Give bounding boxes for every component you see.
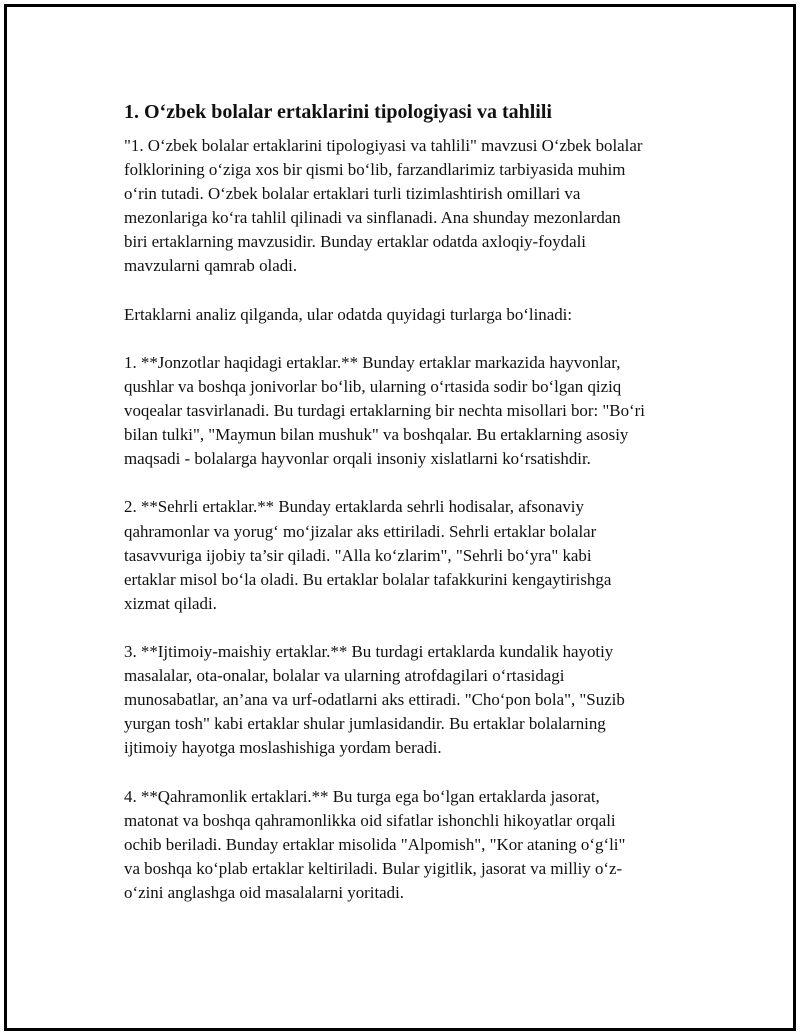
text-line: matonat va boshqa qahramonlikka oid sifatlar ishonchli hikoyatlar orqali xyxy=(124,810,616,830)
intro-paragraph xyxy=(124,134,704,279)
text-line: maqsadi - bolalarga hayvonlar orqali insoniy xislatlarni ko‘rsatishdir. xyxy=(124,449,591,469)
text-line: ochib beriladi. Bunday ertaklar misolida "Alpomish", "Kor ataning o‘g‘li" xyxy=(124,834,626,854)
text-line: yurgan tosh" kabi ertaklar shular jumlasidandir. Bu ertaklar bolalarning xyxy=(124,714,606,734)
text-line: o‘zini anglashga oid masalalarni yoritadi. xyxy=(124,882,405,902)
text-line: xizmat qiladi. xyxy=(124,593,217,613)
text-line: mezonlariga ko‘ra tahlil qilinadi va sinflanadi. Ana shunday mezonlardan xyxy=(124,208,621,228)
text-line: va boshqa ko‘plab ertaklar keltiriladi. Bular yigitlik, jasorat va milliy o‘z- xyxy=(124,858,623,878)
text-line: 3. **Ijtimoiy-maishiy ertaklar.** Bu turdagi ertaklarda kundalik hayotiy xyxy=(124,641,614,661)
text-line: 1. **Jonzotlar haqidagi ertaklar.** Bunday ertaklar markazida hayvonlar, xyxy=(124,352,621,372)
text-line: munosabatlar, an’ana va urf-odatlarni aks ettiradi. "Cho‘pon bola", "Suzib xyxy=(124,690,625,710)
text-line: "1. O‘zbek bolalar ertaklarini tipologiyasi va tahlili" mavzusi O‘zbek bolalar xyxy=(124,136,643,155)
text-line: biri ertaklarning mavzusidir. Bunday ertaklar odatda axloqiy-foydali xyxy=(124,232,587,252)
page-frame xyxy=(4,4,796,1031)
document-title: 1. O‘zbek bolalar ertaklarini tipologiyasi va tahlili xyxy=(124,101,552,123)
text-line: mavzularni qamrab oladi. xyxy=(124,256,298,276)
text-line: qahramonlar va yorug‘ mo‘jizalar aks ettiriladi. Sehrli ertaklar bolalar xyxy=(124,521,597,541)
text-line: folklorining o‘ziga xos bir qismi bo‘lib, farzandlarimiz tarbiyasida muhim xyxy=(124,160,626,180)
heroic-tales-paragraph xyxy=(124,785,704,905)
magic-tales-paragraph xyxy=(124,495,704,615)
text-line: 4. **Qahramonlik ertaklari.** Bu turga ega bo‘lgan ertaklarda jasorat, xyxy=(124,786,600,806)
text-line: voqealar tasvirlanadi. Bu turdagi ertaklarning bir nechta misollari bor: "Bo‘ri xyxy=(124,401,645,421)
text-line: Ertaklarni analiz qilganda, ular odatda quyidagi turlarga bo‘linadi: xyxy=(124,304,573,324)
text-line: ijtimoiy hayotga moslashishiga yordam beradi. xyxy=(124,738,442,758)
document-body xyxy=(124,99,704,929)
text-line: tasavvuriga ijobiy ta’sir qiladi. "Alla ko‘zlarim", "Sehrli bo‘yra" kabi xyxy=(124,545,592,565)
animal-tales-paragraph xyxy=(124,351,704,471)
social-tales-paragraph xyxy=(124,640,704,760)
text-line: bilan tulki", "Maymun bilan mushuk" va boshqalar. Bu ertaklarning asosiy xyxy=(124,425,629,445)
text-line: masalalar, ota-onalar, bolalar va ularning atrofdagilari o‘rtasidagi xyxy=(124,666,565,686)
text-line: ertaklar misol bo‘la oladi. Bu ertaklar bolalar tafakkurini kengaytirishga xyxy=(124,569,612,589)
text-line: o‘rin tutadi. O‘zbek bolalar ertaklari turli tizimlashtirish omillari va xyxy=(124,184,581,204)
text-line: 2. **Sehrli ertaklar.** Bunday ertaklarda sehrli hodisalar, afsonaviy xyxy=(124,497,584,517)
text-line: qushlar va boshqa jonivorlar bo‘lib, ularning o‘rtasida sodir bo‘lgan qiziq xyxy=(124,376,622,396)
types-intro-paragraph xyxy=(124,303,704,327)
